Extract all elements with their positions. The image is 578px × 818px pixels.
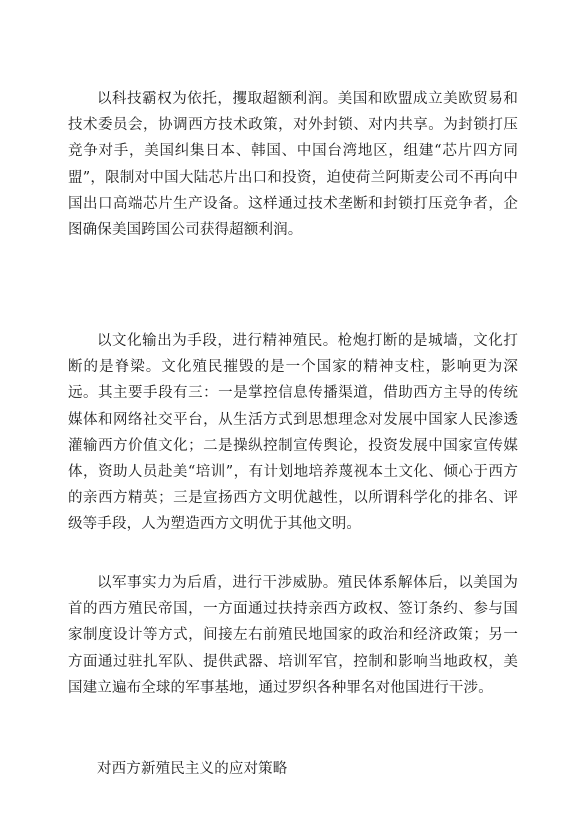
paragraph-tech-hegemony: 以科技霸权为依托，攫取超额利润。美国和欧盟成立美欧贸易和技术委员会，协调西方技术政策，对外封锁、对内共享。为封锁打压竞争对手，美国纠集日本、韩国、中国台湾地区，组建“芯片四方同盟”，限制对中国大陆芯片出口和投资，迫使荷兰阿斯麦公司不再向中国出口高端芯片生产设备。这样通过技术垄断和封锁打压竞争者，企图确保美国跨国公司获得超额利润。 <box>68 91 518 239</box>
paragraph-military-intervention: 以军事实力为后盾，进行干涉威胁。殖民体系解体后，以美国为首的西方殖民帝国，一方面通过扶持亲西方政权、签订条约、参与国家制度设计等方式，间接左右前殖民地国家的政治和经济政策；另一方面通过驻扎军队、提供武器、培训军官，控制和影响当地政权，美国建立遍布全球的军事基地，通过罗织各种罪名对他国进行干涉。 <box>68 575 518 696</box>
section-heading: 对西方新殖民主义的应对策略 <box>97 761 288 777</box>
paragraph-cultural-colonization: 以文化输出为手段，进行精神殖民。枪炮打断的是城墙，文化打断的是脊梁。文化殖民摧毁的是一个国家的精神支柱，影响更为深远。其主要手段有三：一是掌控信息传播渠道，借助西方主导的传统媒体和网络社交平台，从生活方式到思想理念对发展中国家人民渗透灌输西方价值文化；二是操纵控制宣传舆论，投资发展中国家宣传媒体，资助人员赴美“培训”，有计划地培养蔑视本土文化、倾心于西方的亲西方精英；三是宣扬西方文明优越性，以所谓科学化的排名、评级等手段，人为塑造西方文明优于其他文明。 <box>68 333 518 533</box>
